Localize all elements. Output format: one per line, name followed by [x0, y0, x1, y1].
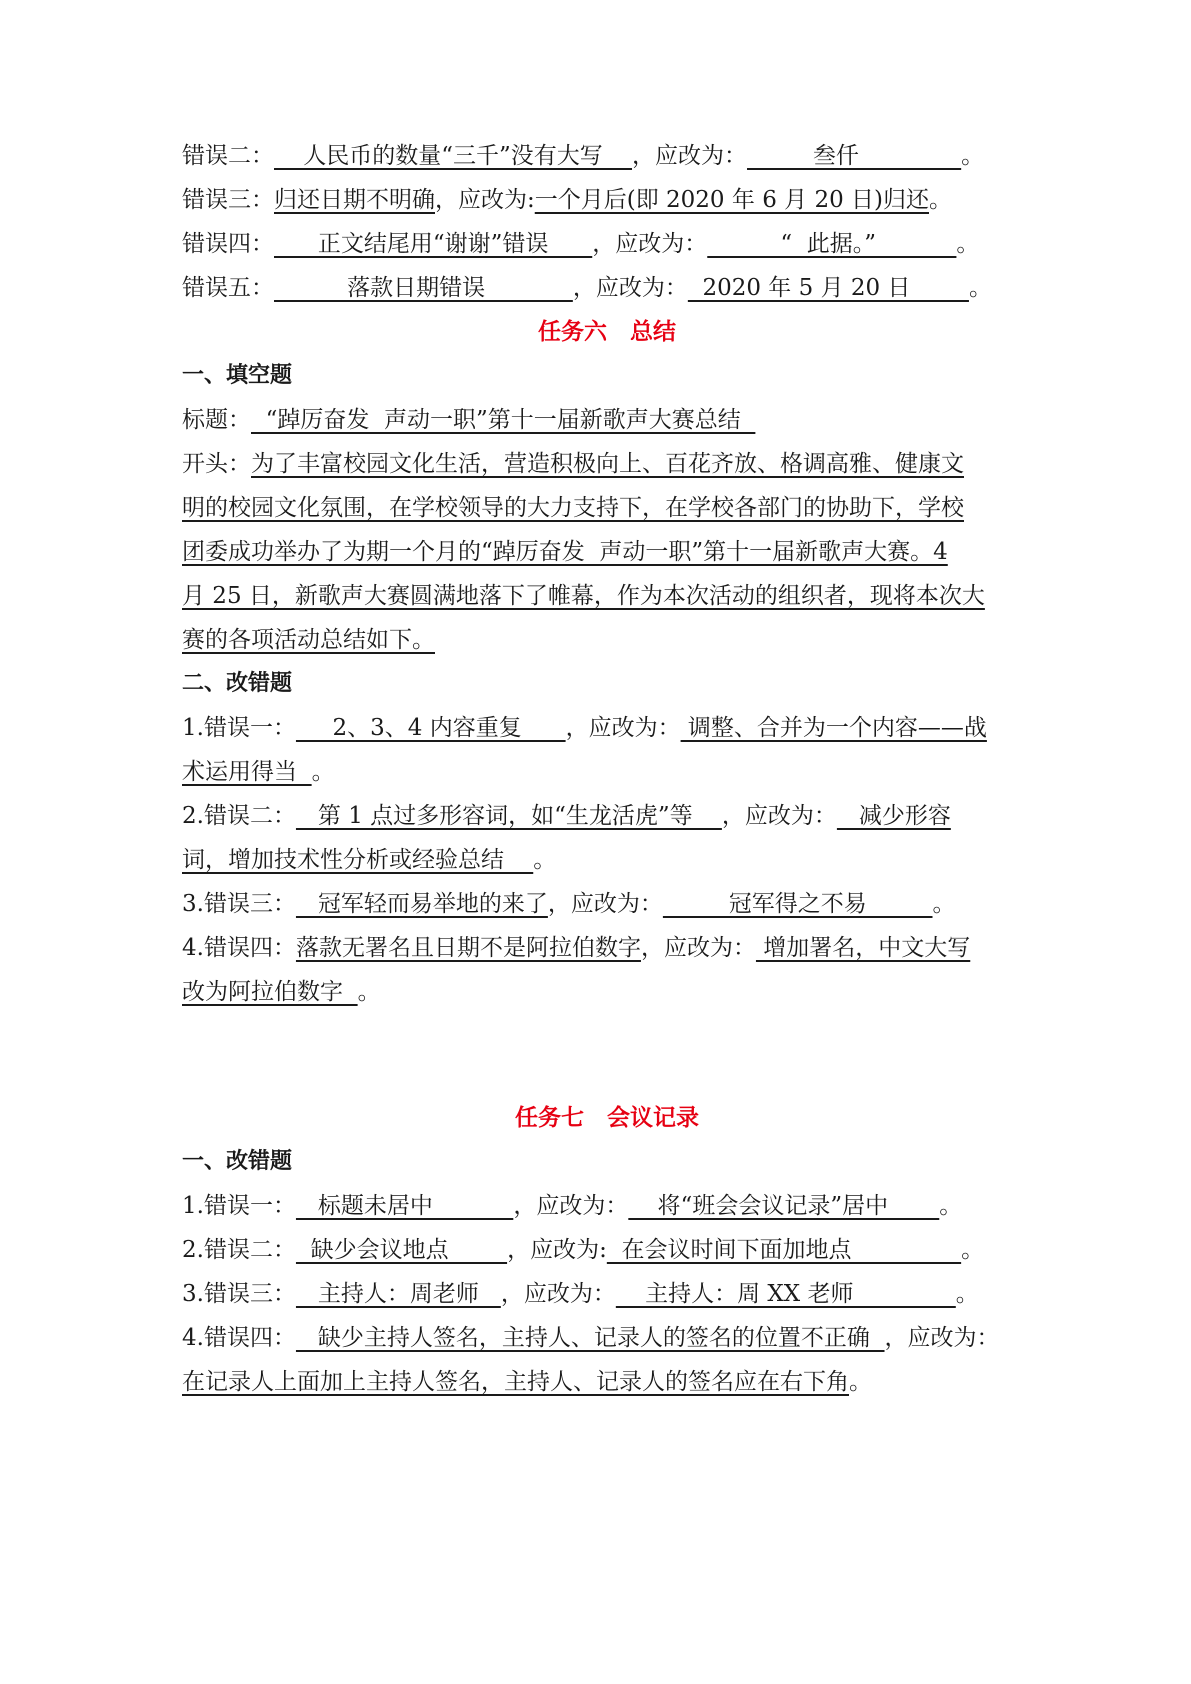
correction-text: 在记录人上面加上主持人签名，主持人、记录人的签名应在右下角 — [182, 1369, 849, 1395]
period: 。 — [939, 1193, 963, 1219]
task6-section-correct: 二、改错题 — [182, 671, 293, 696]
period: 。 — [955, 1281, 979, 1307]
t7-error-1-line — [182, 1190, 962, 1222]
opening-text: 团委成功举办了为期一个月的“踔厉奋发 声动一职”第十一届新歌声大赛。4 — [182, 539, 948, 565]
correction-text: 2020 年 5 月 20 日 — [687, 275, 969, 301]
correction-prompt: ，应改为: — [435, 187, 535, 213]
error-text: 第 1 点过多形容词，如“生龙活虎”等 — [295, 803, 722, 829]
period: 。 — [533, 847, 557, 873]
opening-text: 赛的各项活动总结如下。 — [182, 627, 435, 653]
t6-error-1-line — [182, 712, 987, 744]
error-label: 错误五： — [182, 275, 274, 301]
period: 。 — [849, 1369, 872, 1395]
t6-error-1-cont — [182, 756, 335, 788]
t7-error-2-line — [182, 1234, 984, 1266]
error-label: 4.错误四： — [182, 1325, 296, 1351]
period: 。 — [929, 187, 952, 213]
period: 。 — [932, 891, 956, 917]
t6-error-2-line — [182, 800, 951, 832]
period: 。 — [961, 1237, 985, 1263]
error-text: 冠军轻而易举地的来了 — [295, 891, 548, 917]
error-label: 错误三： — [182, 187, 274, 213]
opening-line-2 — [182, 492, 964, 524]
t7-error-3-line — [182, 1278, 979, 1310]
correction-text: 改为阿拉伯数字 — [182, 979, 358, 1005]
correction-prompt: ，应改为： — [565, 715, 681, 741]
correction-prompt: ，应改为： — [572, 275, 688, 301]
correction-text: 在会议时间下面加地点 — [606, 1237, 962, 1263]
correction-prompt: ，应改为： — [500, 1281, 616, 1307]
correction-text: 一个月后(即 2020 年 6 月 20 日)归还 — [534, 187, 929, 213]
task7-section-correct: 一、改错题 — [182, 1149, 293, 1174]
opening-text: 为了丰富校园文化生活，营造积极向上、百花齐放、格调高雅、健康文 — [251, 451, 964, 477]
correction-text: 减少形容 — [836, 803, 951, 829]
error-3-line — [182, 184, 952, 216]
error-text: 2、3、4 内容重复 — [295, 715, 566, 741]
correction-prompt: ，应改为： — [640, 935, 756, 961]
period: 。 — [357, 979, 381, 1005]
opening-label: 开头： — [182, 451, 251, 477]
correction-prompt: ，应改为： — [547, 891, 663, 917]
opening-text: 明的校园文化氛围，在学校领导的大力支持下，在学校各部门的协助下，学校 — [182, 495, 964, 521]
correction-text: 调整、合并为一个内容——战 — [680, 715, 987, 741]
error-2-line — [182, 140, 984, 172]
error-text: 落款无署名且日期不是阿拉伯数字 — [295, 935, 641, 961]
correction-text: 冠军得之不易 — [662, 891, 933, 917]
error-label: 1.错误一： — [182, 1193, 296, 1219]
opening-line-5 — [182, 624, 435, 656]
opening-line-1 — [182, 448, 964, 480]
task6-title: 任务六 总结 — [538, 319, 676, 345]
period: 。 — [956, 231, 980, 257]
error-label: 2.错误二： — [182, 803, 296, 829]
title-label: 标题： — [182, 407, 251, 433]
period: 。 — [968, 275, 992, 301]
correction-prompt: ，应改为： — [884, 1325, 1000, 1351]
error-4-line — [182, 228, 979, 260]
correction-text: 叁仟 — [747, 143, 962, 169]
task7-title: 任务七 会议记录 — [515, 1105, 699, 1131]
error-text: 缺少主持人签名，主持人、记录人的签名的位置不正确 — [295, 1325, 885, 1351]
correction-prompt: ，应改为： — [513, 1193, 629, 1219]
period: 。 — [311, 759, 335, 785]
error-text: 正文结尾用“谢谢”错误 — [274, 231, 593, 257]
t7-error-4-line — [182, 1322, 1000, 1354]
correction-prompt: ，应改为： — [592, 231, 708, 257]
t6-error-3-line — [182, 888, 956, 920]
t7-error-4-cont — [182, 1366, 872, 1398]
correction-text: 词，增加技术性分析或经验总结 — [182, 847, 534, 873]
t6-error-2-cont — [182, 844, 556, 876]
error-5-line — [182, 272, 992, 304]
error-label: 4.错误四： — [182, 935, 296, 961]
error-text: 主持人：周老师 — [295, 1281, 501, 1307]
correction-text: 增加署名，中文大写 — [755, 935, 971, 961]
correction-text: 术运用得当 — [182, 759, 312, 785]
opening-line-3 — [182, 536, 948, 568]
error-text: 归还日期不明确 — [274, 187, 435, 213]
correction-text: 将“班会会议记录”居中 — [628, 1193, 940, 1219]
correction-text: “ 此据。” — [707, 231, 957, 257]
error-text: 落款日期错误 — [274, 275, 573, 301]
task6-section-fill: 一、填空题 — [182, 363, 293, 388]
error-label: 错误四： — [182, 231, 274, 257]
error-label: 2.错误二： — [182, 1237, 296, 1263]
error-text: 人民币的数量“三千”没有大写 — [274, 143, 633, 169]
correction-prompt: ，应改为： — [721, 803, 837, 829]
error-label: 3.错误三： — [182, 891, 296, 917]
t6-error-4-cont — [182, 976, 381, 1008]
error-label: 1.错误一： — [182, 715, 296, 741]
opening-line-4 — [182, 580, 985, 612]
t6-error-4-line — [182, 932, 970, 964]
error-label: 3.错误三： — [182, 1281, 296, 1307]
error-label: 错误二： — [182, 143, 274, 169]
error-text: 标题未居中 — [295, 1193, 514, 1219]
correction-text: 主持人：周 XX 老师 — [615, 1281, 956, 1307]
error-text: 缺少会议地点 — [295, 1237, 508, 1263]
title-answer: “踔厉奋发 声动一职”第十一届新歌声大赛总结 — [251, 407, 756, 433]
opening-text: 月 25 日，新歌声大赛圆满地落下了帷幕，作为本次活动的组织者，现将本次大 — [182, 583, 985, 609]
correction-prompt: ，应改为: — [507, 1237, 607, 1263]
period: 。 — [961, 143, 985, 169]
summary-title-line — [182, 404, 755, 436]
correction-prompt: ，应改为： — [632, 143, 748, 169]
